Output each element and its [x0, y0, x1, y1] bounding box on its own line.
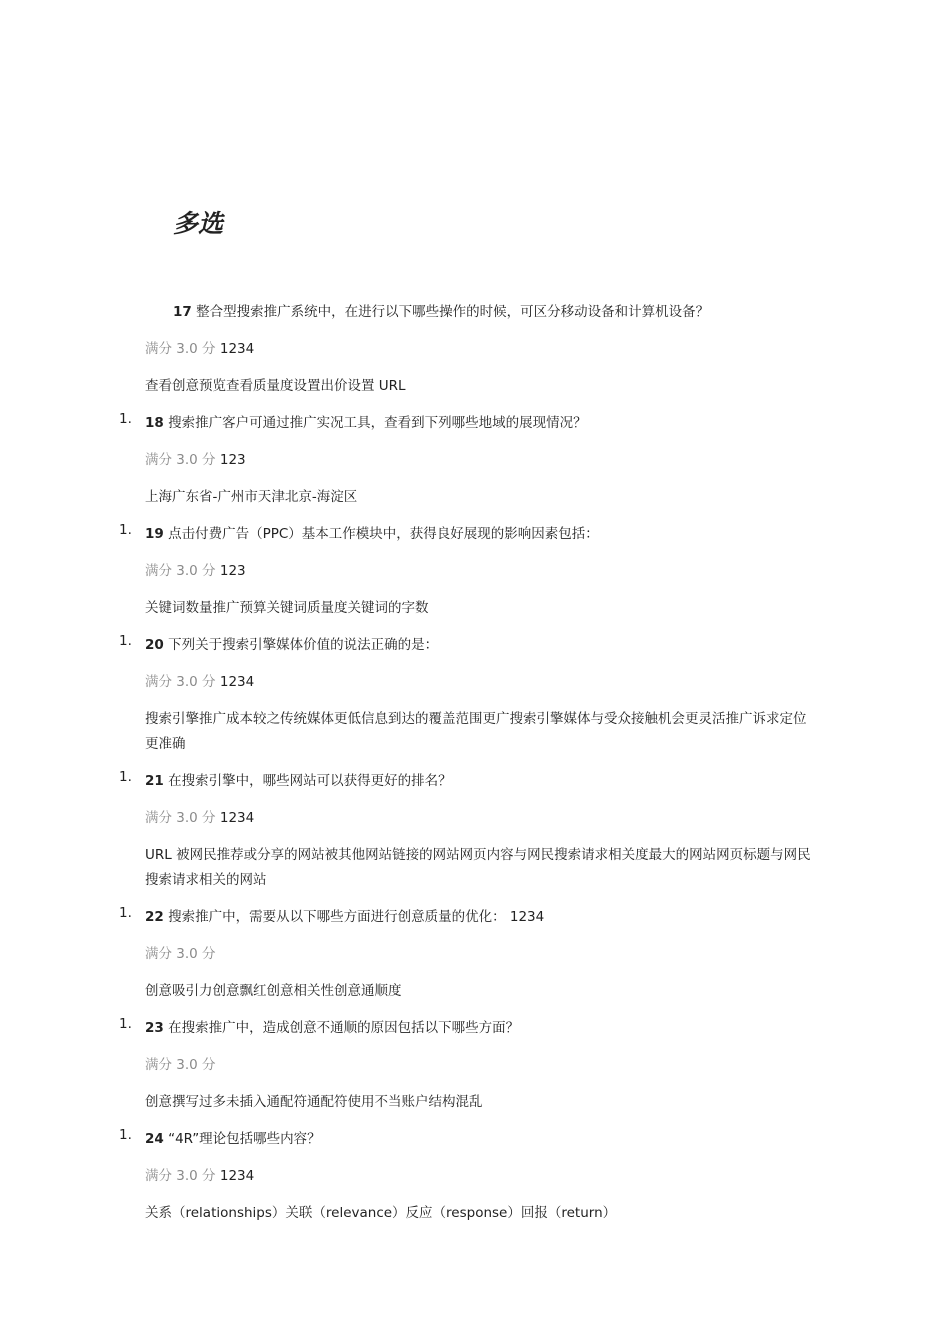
question-score: [145, 942, 815, 967]
score-label: 满分 3.0 分: [145, 452, 216, 468]
score-label: 满分 3.0 分: [145, 1057, 216, 1073]
question-score: [145, 670, 815, 695]
question-score: [145, 1164, 815, 1189]
question-heading: [145, 411, 815, 436]
question-number: 18: [145, 415, 164, 431]
list-marker: 1.: [119, 905, 132, 921]
section-title: 多选: [173, 209, 224, 238]
question-item: [0, 633, 950, 757]
question-score: [145, 559, 815, 584]
question-item: [0, 411, 950, 510]
question-number: 23: [145, 1020, 164, 1036]
question-text: 在搜索推广中，造成创意不通顺的原因包括以下哪些方面？: [168, 1020, 520, 1036]
question-score: [145, 1053, 815, 1078]
list-marker: 1.: [119, 411, 132, 427]
question-heading: [145, 1016, 815, 1041]
question-options: 创意撰写过多未插入通配符通配符使用不当账户结构混乱: [145, 1094, 483, 1110]
question-17: [173, 300, 709, 320]
answer-key: 123: [219, 452, 246, 468]
question-text: 搜索推广客户可通过推广实况工具，查看到下列哪些地域的展现情况？: [168, 415, 587, 431]
answer-key: 1234: [219, 341, 255, 357]
question-text: 搜索推广中，需要从以下哪些方面进行创意质量的优化： 1234: [168, 909, 545, 925]
question-item: [0, 1127, 950, 1226]
question-options: 创意吸引力创意飘红创意相关性创意通顺度: [145, 983, 402, 999]
question-heading: [145, 905, 815, 930]
question-options: 上海广东省-广州市天津北京-海淀区: [145, 489, 358, 505]
question-text: “4R”理论包括哪些内容？: [168, 1131, 321, 1147]
list-marker: 1.: [119, 633, 132, 649]
question-text: 整合型搜索推广系统中，在进行以下哪些操作的时候，可区分移动设备和计算机设备？: [196, 304, 710, 320]
score-label: 满分 3.0 分: [145, 674, 216, 690]
question-score: [145, 806, 815, 831]
list-marker: 1.: [119, 1016, 132, 1032]
question-heading: [145, 769, 815, 794]
question-options: 搜索引擎推广成本较之传统媒体更低信息到达的覆盖范围更广搜索引擎媒体与受众接触机会更灵活推广诉求定位更准确: [145, 711, 807, 752]
list-marker: 1.: [119, 769, 132, 785]
question-text: 点击付费广告（PPC）基本工作模块中，获得良好展现的影响因素包括：: [168, 526, 599, 542]
question-item: [0, 1016, 950, 1115]
question-options: 查看创意预览查看质量度设置出价设置 URL: [145, 378, 406, 394]
question-options: 关键词数量推广预算关键词质量度关键词的字数: [145, 600, 429, 616]
question-heading: [145, 1127, 815, 1152]
question-number: 24: [145, 1131, 164, 1147]
score-label: 满分 3.0 分: [145, 946, 216, 962]
score-label: 满分 3.0 分: [145, 563, 216, 579]
score-label: 满分 3.0 分: [145, 810, 216, 826]
question-item: [0, 905, 950, 1004]
question-options: URL 被网民推荐或分享的网站被其他网站链接的网站网页内容与网民搜索请求相关度最大的网站网页标题与网民搜索请求相关的网站: [145, 847, 811, 888]
question-item: [0, 522, 950, 621]
question-number: 22: [145, 909, 164, 925]
question-score: [145, 337, 254, 357]
question-item: [0, 769, 950, 893]
question-number: 21: [145, 773, 164, 789]
question-list: [0, 411, 950, 1238]
question-heading: [145, 522, 815, 547]
answer-key: 1234: [219, 674, 255, 690]
question-text: 在搜索引擎中，哪些网站可以获得更好的排名？: [168, 773, 452, 789]
question-number: 17: [173, 304, 192, 320]
question-options: 关系（relationships）关联（relevance）反应（response）回报（return）: [145, 1205, 617, 1221]
question-score: [145, 448, 815, 473]
answer-key: 1234: [219, 1168, 255, 1184]
list-marker: 1.: [119, 1127, 132, 1143]
answer-key: 1234: [219, 810, 255, 826]
question-heading: [145, 633, 815, 658]
question-number: 20: [145, 637, 164, 653]
score-label: 满分 3.0 分: [145, 1168, 216, 1184]
question-number: 19: [145, 526, 164, 542]
list-marker: 1.: [119, 522, 132, 538]
answer-key: 123: [219, 563, 246, 579]
score-label: 满分 3.0 分: [145, 341, 216, 357]
question-text: 下列关于搜索引擎媒体价值的说法正确的是：: [168, 637, 439, 653]
